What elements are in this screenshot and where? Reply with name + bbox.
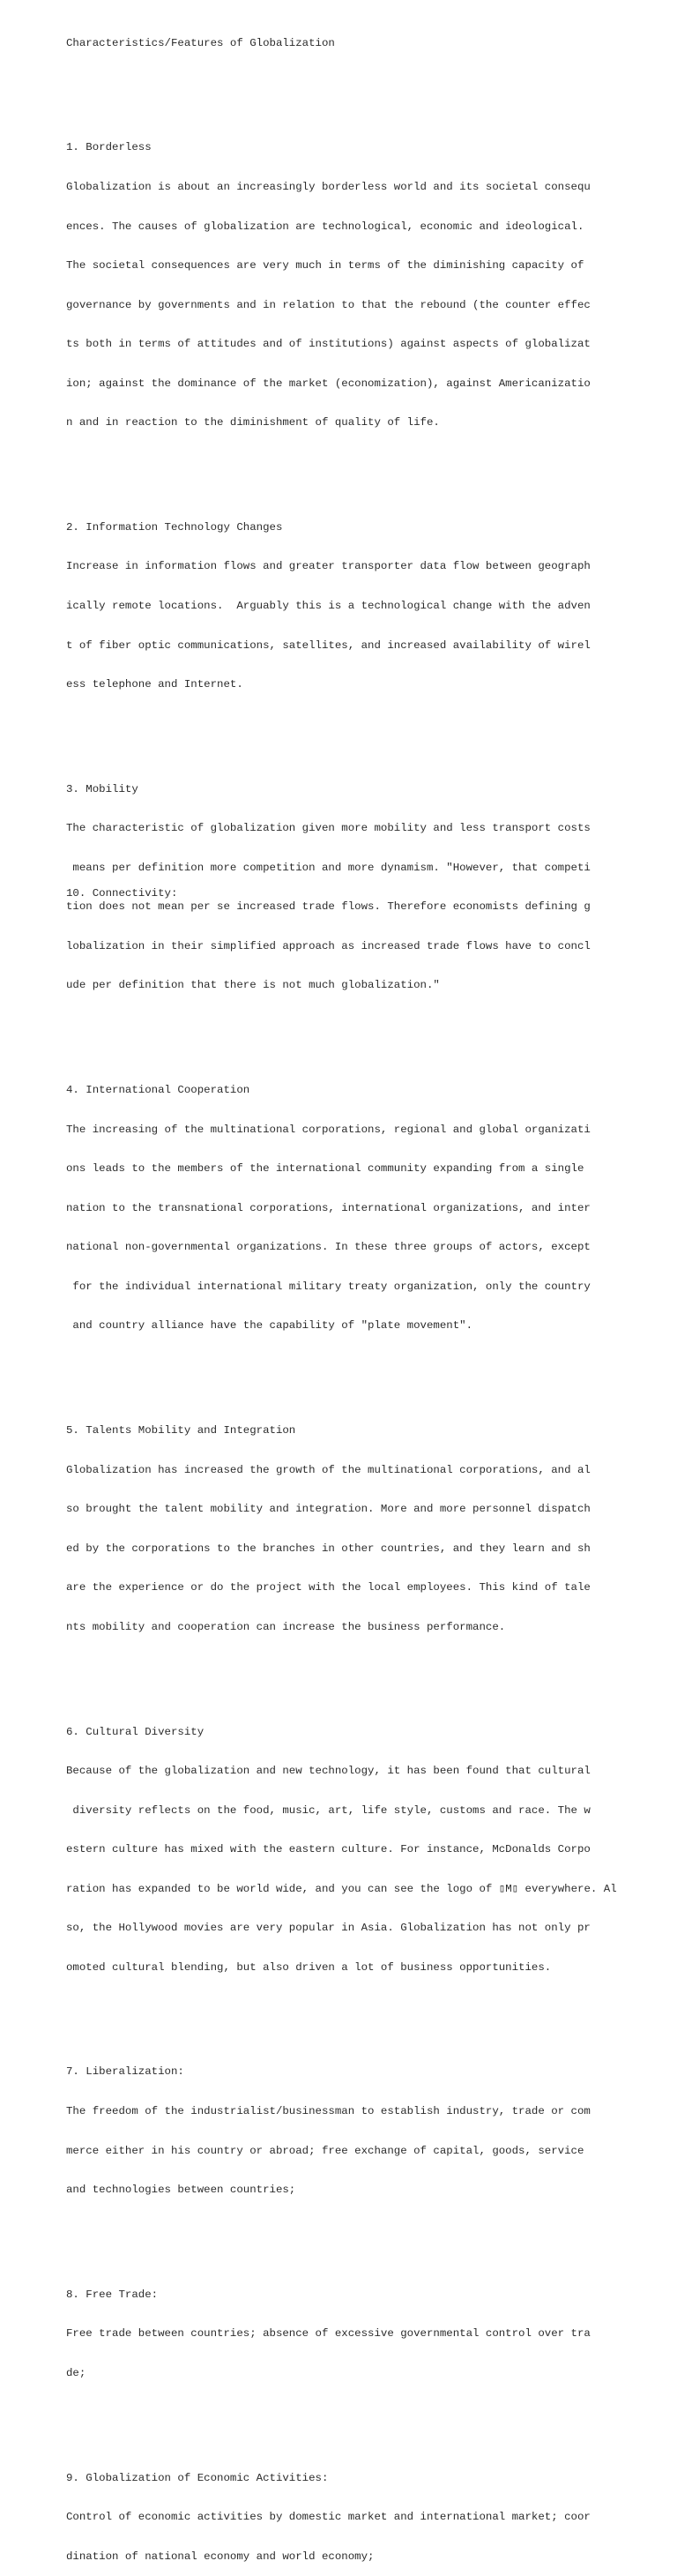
section-text-line: t of fiber optic communications, satellites, and increased availability of wirel (66, 638, 591, 652)
section-text-line: de; (66, 2366, 86, 2379)
section-text-line: The societal consequences are very much in terms of the diminishing capacity of (66, 259, 584, 273)
section-heading: 3. Mobility (66, 782, 138, 795)
section-text-line: ude per definition that there is not much globalization." (66, 979, 440, 992)
section-heading: 4. International Cooperation (66, 1084, 250, 1097)
section-text-line: tion does not mean per se increased trade flows. Therefore economists defining g (66, 900, 591, 914)
section-heading: 8. Free Trade: (66, 2288, 159, 2301)
section-text-line: ons leads to the members of the international community expanding from a single (66, 1162, 584, 1176)
document-body (66, 11, 666, 2576)
section-text-line: Control of economic activities by domestic market and international market; coor (66, 2511, 591, 2524)
section-heading: 1. Borderless (66, 141, 152, 154)
section-heading: 9. Globalization of Economic Activities: (66, 2471, 329, 2484)
section-text-line: ically remote locations. Arguably this is a technological change with the adven (66, 599, 591, 612)
section-text-line: omoted cultural blending, but also driven a lot of business opportunities. (66, 1960, 552, 1974)
section-text-line: ts both in terms of attitudes and of institutions) against aspects of globalizat (66, 338, 591, 351)
section-text-line: nation to the transnational corporations, international organizations, and inter (66, 1201, 591, 1214)
document-title: Characteristics/Features of Globalization (66, 36, 335, 49)
section-text-line: so brought the talent mobility and integration. More and more personnel dispatch (66, 1503, 591, 1516)
section-heading: 10. Connectivity: (66, 887, 178, 900)
section-heading: 7. Liberalization: (66, 2065, 184, 2079)
section-text-line: Increase in information flows and greater transporter data flow between geograph (66, 560, 591, 573)
section-text-line: ess telephone and Internet. (66, 678, 243, 691)
section-text-line: n and in reaction to the diminishment of quality of life. (66, 416, 440, 429)
section-text-line: and technologies between countries; (66, 2184, 296, 2197)
section-heading: 2. Information Technology Changes (66, 520, 283, 534)
section-text-line: ed by the corporations to the branches in other countries, and they learn and sh (66, 1542, 591, 1555)
section-text-line: diversity reflects on the food, music, art, life style, customs and race. The w (66, 1803, 591, 1817)
section-text-line: The characteristic of globalization given more mobility and less transport costs (66, 822, 591, 835)
section-text-line: The increasing of the multinational corporations, regional and global organizati (66, 1123, 591, 1136)
section-text-line: lobalization in their simplified approach as increased trade flows have to concl (66, 939, 591, 952)
section-text-line: nts mobility and cooperation can increase the business performance. (66, 1620, 506, 1633)
section-text-line: national non-governmental organizations. In these three groups of actors, except (66, 1241, 591, 1254)
section-text-line: Globalization has increased the growth of the multinational corporations, and al (66, 1463, 591, 1476)
section-text-line: estern culture has mixed with the eastern culture. For instance, McDonalds Corpo (66, 1843, 591, 1856)
section-text-line: ration has expanded to be world wide, and you can see the logo of ▯M▯ everywhere. Al (66, 1882, 617, 1895)
section-text-line: means per definition more competition and more dynamism. "However, that competi (66, 861, 591, 874)
section-text-line: merce either in his country or abroad; free exchange of capital, goods, service (66, 2144, 584, 2157)
section-text-line: The freedom of the industrialist/businessman to establish industry, trade or com (66, 2105, 591, 2117)
section-text-line: so, the Hollywood movies are very popular in Asia. Globalization has not only pr (66, 1922, 591, 1935)
section-heading: 6. Cultural Diversity (66, 1725, 205, 1738)
section-text-line: governance by governments and in relation to that the rebound (the counter effec (66, 298, 591, 311)
section-text-line: Because of the globalization and new technology, it has been found that cultural (66, 1765, 591, 1778)
section-text-line: Globalization is about an increasingly borderless world and its societal consequ (66, 180, 591, 193)
section-text-line: ences. The causes of globalization are technological, economic and ideological. (66, 220, 584, 233)
section-text-line: for the individual international military treaty organization, only the country (66, 1280, 591, 1293)
section-text-line: ion; against the dominance of the market (economization), against Americanizatio (66, 377, 591, 390)
section-text-line: dination of national economy and world economy; (66, 2550, 375, 2563)
section-text-line: and country alliance have the capability of "plate movement". (66, 1319, 473, 1333)
section-text-line: Free trade between countries; absence of excessive governmental control over tra (66, 2327, 591, 2341)
section-text-line: are the experience or do the project with the local employees. This kind of tale (66, 1581, 591, 1594)
section-heading: 5. Talents Mobility and Integration (66, 1424, 296, 1437)
